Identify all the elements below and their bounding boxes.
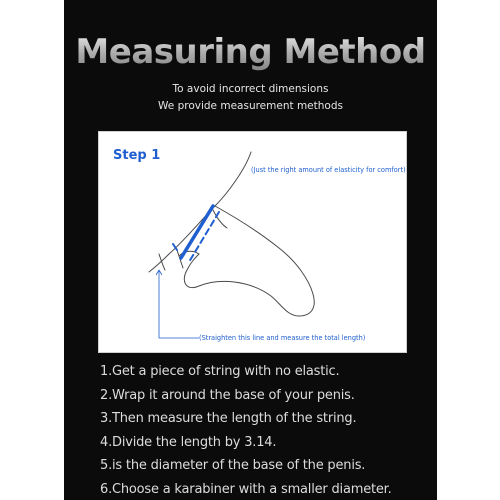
note-elasticity: (Just the right amount of elasticity for comfort) bbox=[251, 166, 406, 174]
body-outline bbox=[149, 152, 314, 316]
measurement-illustration bbox=[99, 132, 406, 352]
instruction-item: 4.Divide the length by 3.14. bbox=[100, 434, 277, 450]
instruction-item: 1.Get a piece of string with no elastic. bbox=[100, 364, 340, 379]
instruction-list bbox=[100, 360, 430, 500]
instruction-item: 2.Wrap it around the base of your penis. bbox=[100, 387, 355, 403]
subtitle-line-1: To avoid incorrect dimensions bbox=[172, 83, 329, 95]
instruction-item: 6.Choose a karabiner with a smaller diameter. bbox=[100, 481, 392, 497]
instruction-item: 5.is the diameter of the base of the penis. bbox=[100, 458, 366, 473]
measuring-string bbox=[173, 206, 219, 262]
page-title: Measuring Method bbox=[64, 30, 437, 74]
content-panel bbox=[64, 0, 437, 500]
step-label: Step 1 bbox=[113, 148, 161, 163]
diagram-card bbox=[98, 131, 407, 353]
leader-line-bottom bbox=[159, 270, 199, 338]
instruction-item: 3.Then measure the length of the string. bbox=[100, 411, 357, 426]
note-straighten: (Straighten this line and measure the total length) bbox=[199, 334, 366, 342]
leader-lines bbox=[156, 270, 199, 338]
subtitle-line-2: We provide measurement methods bbox=[158, 100, 343, 112]
